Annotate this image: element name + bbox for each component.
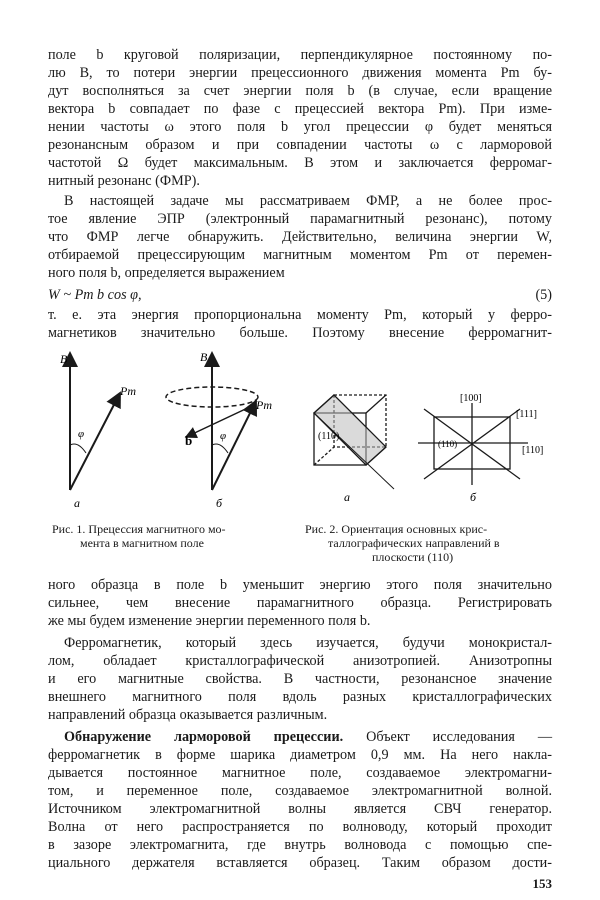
text-line: в зазоре электромагнита, где внутрь волновода с помощью спе- (48, 837, 552, 853)
page-number: 153 (532, 876, 552, 891)
label-direction-100: [100] (460, 393, 482, 404)
cube (314, 395, 394, 489)
text-line: том, и переменное поле, создаваемое электромагнитной волной. (48, 783, 552, 799)
text-line: направлений образца оказывается различным. (48, 707, 328, 723)
text-line: ного поля b, определяется выражением (48, 265, 285, 281)
label-panel-b: б (470, 490, 477, 504)
text-line: сильнее, чем внесение парамагнитного образца. Регистрировать (48, 595, 552, 611)
figure-1-diagram (40, 345, 270, 515)
label-b-field: B (200, 350, 208, 364)
text-line: частотой Ω будет максимальным. В этом и заключается ферромаг- (48, 155, 552, 171)
text-line: В настоящей задаче мы рассматриваем ФМР, а не более прос- (64, 193, 552, 209)
label-phi: φ (220, 430, 227, 442)
text-line: дывается постоянное магнитное поле, создаваемое электромагни- (48, 765, 552, 781)
text-line: дут восполняться за счет энергии поля b (в случае, если вращение (48, 83, 552, 99)
text-line: нитный резонанс (ФМР). (48, 173, 200, 189)
label-panel-a: а (74, 496, 80, 510)
label-panel-a: а (344, 490, 350, 504)
text-line: циального держателя вставляется образец. Таким образом дости- (48, 855, 552, 871)
formula-5 (48, 286, 552, 304)
angle-arc (70, 444, 86, 453)
label-direction-111: [111] (516, 409, 537, 420)
figure-2-caption-line: таллографических направлений в (328, 536, 500, 550)
text-line: нении частоты ω этого поля b угол прецессии φ будет меняться (48, 119, 552, 135)
plane-110-directions (418, 403, 528, 485)
figure-2-caption-line: Рис. 2. Ориентация основных крис- (305, 522, 488, 536)
label-plane-110: (110) (318, 431, 340, 442)
figure-1-caption-line: Рис. 1. Прецессия магнитного мо- (52, 522, 226, 536)
label-direction-110: [110] (522, 445, 544, 456)
text-line: что ФМР легче обнаружить. Действительно, величина энергии W, (48, 229, 552, 245)
label-panel-b: б (216, 496, 223, 510)
text-line: тое явление ЭПР (электронный парамагнитный резонанс), потому (48, 211, 552, 227)
text-line: магнетиков значительно больше. Поэтому внесение ферромагнит- (48, 325, 552, 341)
text-line (64, 728, 552, 746)
text-line: поле b круговой поляризации, перпендикулярное постоянному по- (48, 47, 552, 63)
label-b-field: B (60, 352, 68, 366)
angle-arc (212, 444, 228, 453)
text-line: Волна от него распространяется по волноводу, который проходит (48, 819, 552, 835)
text-line: же мы будем изменение энергии переменного поля b. (48, 613, 371, 629)
text-line: лом, обладает кристаллографической анизотропией. Анизотропны (48, 653, 552, 669)
text-line: резонансным образом и при совпадении частоты ω с ларморовой (48, 137, 552, 153)
text-line: Источником электромагнитной волны является СВЧ генератор. (48, 801, 552, 817)
text-line: т. е. эта энергия пропорциональна моменту Pm, который у ферро- (48, 307, 552, 323)
label-phi: φ (78, 428, 85, 440)
text-line: отбираемой прецессирующим магнитным моментом Pm от перемен- (48, 247, 552, 263)
text-fragment: Объект исследования — (343, 729, 553, 745)
text-line: ферромагнетик в форме шарика диаметром 0,9 мм. На него накла- (48, 747, 552, 763)
text-line: лю B, то потери энергии прецессионного движения момента Pm бу- (48, 65, 552, 81)
text-line: Ферромагнетик, который здесь изучается, будучи монокристал- (64, 635, 552, 651)
text-line: и его магнитные свойства. В частности, резонансное значение (48, 671, 552, 687)
label-pm: Pm (120, 384, 136, 398)
label-plane-110: (110) (438, 439, 458, 449)
label-pm: Pm (256, 398, 272, 412)
formula-expression: W ~ Pm b cos φ, (48, 287, 142, 303)
figure-2-caption-line: плоскости (110) (372, 550, 454, 564)
text-line: внешнего магнитного поля вдоль разных кристаллографических (48, 689, 552, 705)
figure-2-diagram (300, 385, 560, 515)
text-line: ного образца в поле b уменьшит энергию этого поля значительно (48, 577, 552, 593)
section-heading: Обнаружение ларморовой прецессии. (64, 729, 344, 745)
figure-1-caption-line: мента в магнитном поле (80, 536, 204, 550)
formula-number: (5) (535, 287, 552, 303)
text-line: вектора b совпадает по фазе с прецессией вектора Pm). При изме- (48, 101, 552, 117)
pm-vector (70, 393, 120, 490)
label-b-vector: b (185, 433, 193, 448)
